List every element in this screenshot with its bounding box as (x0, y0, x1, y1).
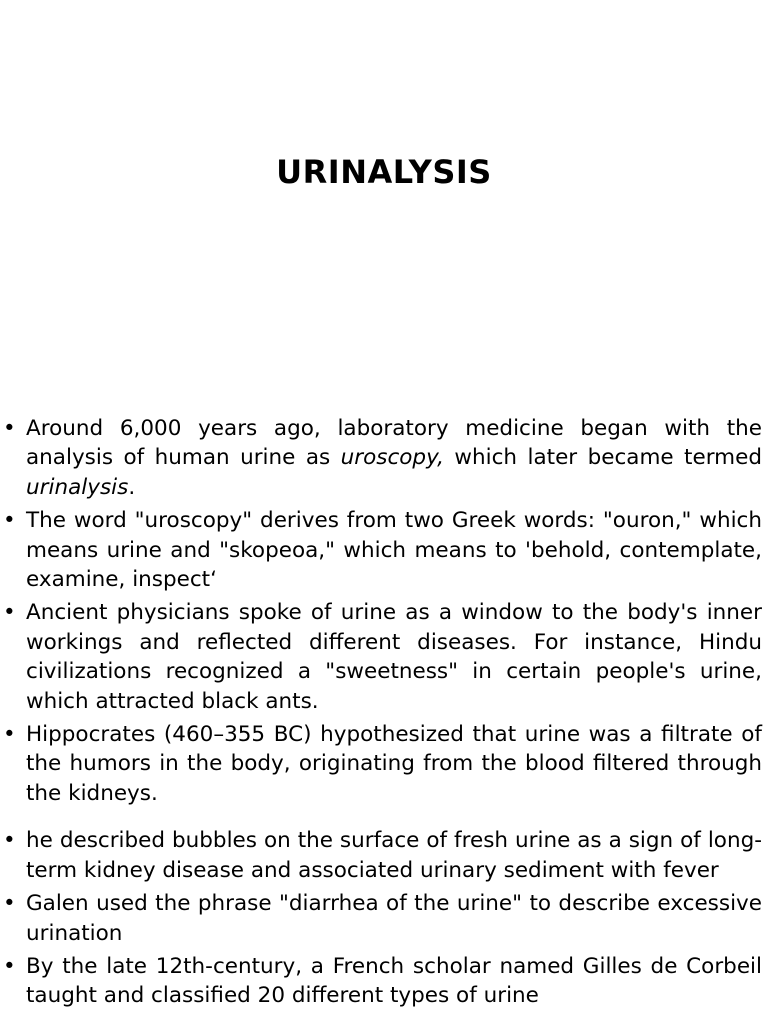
bullet-dot-icon: • (3, 891, 16, 917)
bullet-item (0, 826, 762, 885)
bullet-dot-icon: • (3, 508, 16, 534)
slide-title: URINALYSIS (276, 153, 492, 191)
bullet-text: By the late 12th-century, a French scholar named Gilles de Corbeil taught and classified 20 different types of urine (26, 953, 762, 1009)
bullet-dot-icon: • (3, 828, 16, 854)
bullet-item (0, 889, 762, 948)
term-urinalysis: urinalysis (26, 474, 129, 500)
bullet-dot-icon: • (3, 953, 16, 979)
bullet-text: . (128, 474, 136, 500)
bullet-text: Around 6,000 years ago, laboratory medicine began with the analysis of human urine as (26, 416, 762, 471)
bullet-item (0, 414, 762, 502)
bullet-text: The word "uroscopy" derives from two Greek words: "ouron," which means urine and "skopeoa," which means to 'behold, contemplate, examine, inspect‘ (26, 508, 762, 593)
bullet-text: Ancient physicians spoke of urine as a window to the body's inner workings and reflected different diseases. For instance, Hindu civilizations recognized a "sweetness" in certain people's urine, which attracted black ants. (26, 600, 762, 714)
bullet-item (0, 506, 762, 594)
bullet-dot-icon: • (3, 600, 16, 626)
bullet-item (0, 598, 762, 716)
bullet-item (0, 952, 762, 1011)
term-uroscopy: uroscopy, (340, 445, 444, 471)
bullet-text: Galen used the phrase "diarrhea of the urine" to describe excessive urination (26, 891, 762, 946)
bullet-dot-icon: • (3, 722, 16, 748)
bullet-text: which later became termed (443, 445, 762, 471)
bullet-dot-icon: • (3, 416, 16, 441)
bullet-list (0, 414, 762, 1015)
bullet-text: he described bubbles on the surface of fresh urine as a sign of long-term kidney disease and associated urinary sediment with fever (26, 828, 762, 883)
bullet-text: Hippocrates (460–355 BC) hypothesized that urine was a filtrate of the humors in the body, originating from the blood filtered through the kidneys. (26, 722, 762, 806)
bullet-item (0, 720, 762, 808)
